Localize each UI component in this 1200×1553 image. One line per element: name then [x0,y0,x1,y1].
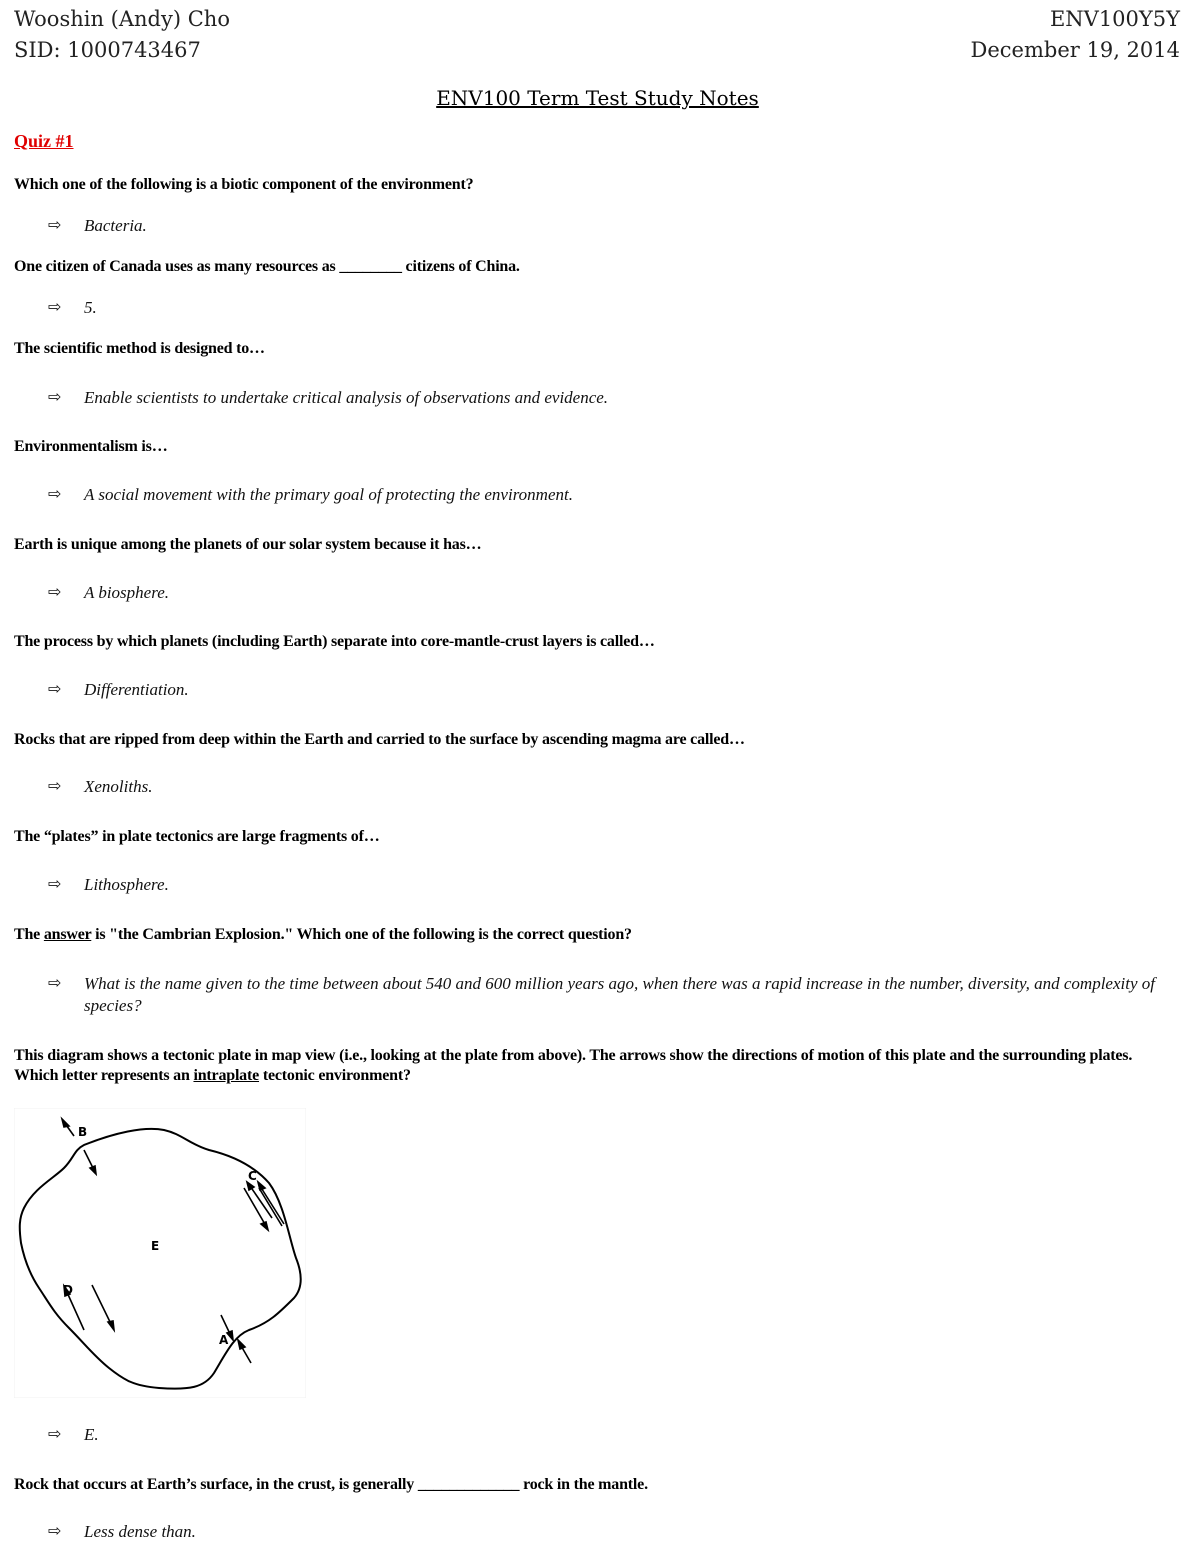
arrow-icon: ⇨ [48,299,62,316]
question-10 [14,1046,1179,1086]
answer-text: Differentiation. [84,680,189,699]
answer-text: Lithosphere. [84,875,169,894]
label-a: A [219,1333,229,1347]
label-d: D [63,1283,73,1297]
answer-2 [48,297,1178,319]
answer-text: Bacteria. [84,216,147,235]
answer-text: A social movement with the primary goal of protecting the environment. [84,485,573,504]
question-3: The scientific method is designed to… [14,340,265,357]
answer-text: 5. [84,298,97,317]
answer-6 [48,679,1178,701]
arrow-icon: ⇨ [48,584,62,601]
answer-text: What is the name given to the time between about 540 and 600 million years ago, when there was a rapid increase in the number, diversity, and complexity of species? [84,974,1155,1015]
document-date: December 19, 2014 [970,38,1180,62]
arrow-icon: ⇨ [48,389,62,406]
arrow-icon: ⇨ [48,876,62,893]
question-text: tectonic environment? [259,1067,411,1084]
question-5: Earth is unique among the planets of our solar system because it has… [14,536,482,553]
tectonic-plate-diagram [14,1108,306,1398]
answer-10 [48,1424,1178,1446]
student-id: SID: 1000743467 [14,38,201,62]
question-text: The [14,926,44,943]
question-2: One citizen of Canada uses as many resources as ________ citizens of China. [14,258,520,275]
header-left [14,4,230,66]
question-7: Rocks that are ripped from deep within the Earth and carried to the surface by ascending magma are called… [14,731,745,748]
label-b: B [78,1125,88,1139]
underlined-word: answer [43,926,92,943]
question-text: is "the Cambrian Explosion." Which one of the following is the correct question? [91,926,632,943]
answer-8 [48,874,1178,896]
question-8: The “plates” in plate tectonics are large fragments of… [14,828,380,845]
answer-1 [48,215,1178,237]
answer-3 [48,387,1178,409]
question-1: Which one of the following is a biotic component of the environment? [14,176,474,193]
question-11: Rock that occurs at Earth’s surface, in the crust, is generally _____________ rock in the mantle. [14,1476,648,1493]
arrow-icon: ⇨ [48,217,62,234]
label-e: E [151,1239,160,1253]
author-name: Wooshin (Andy) Cho [14,7,230,31]
answer-text: Less dense than. [84,1522,196,1541]
answer-text: Enable scientists to undertake critical analysis of observations and evidence. [84,388,609,407]
answer-4 [48,484,1178,506]
answer-text: E. [84,1425,99,1444]
answer-9 [48,973,1178,1017]
answer-11 [48,1521,1178,1543]
arrow-icon: ⇨ [48,1523,62,1540]
arrow-icon: ⇨ [48,681,62,698]
answer-text: Xenoliths. [84,777,153,796]
course-code: ENV100Y5Y [1049,7,1180,31]
underlined-word: intraplate [193,1067,260,1084]
label-c: C [248,1169,257,1183]
question-6: The process by which planets (including Earth) separate into core-mantle-crust layers is called… [14,633,655,650]
section-heading: Quiz #1 [14,131,74,151]
arrow-icon: ⇨ [48,778,62,795]
arrow-icon: ⇨ [48,486,62,503]
page-title: ENV100 Term Test Study Notes [436,86,759,110]
header-right [971,4,1180,66]
answer-text: A biosphere. [84,583,169,602]
arrow-icon: ⇨ [48,975,62,992]
answer-5 [48,582,1178,604]
question-4: Environmentalism is… [14,438,168,455]
question-text: This diagram shows a tectonic plate in map view (i.e., looking at the plate from above). The arrows show the directions of motion of this plate and the surrounding plates. Which letter represents an [14,1047,1133,1084]
arrow-icon: ⇨ [48,1426,62,1443]
question-9 [14,925,1179,945]
answer-7 [48,776,1178,798]
